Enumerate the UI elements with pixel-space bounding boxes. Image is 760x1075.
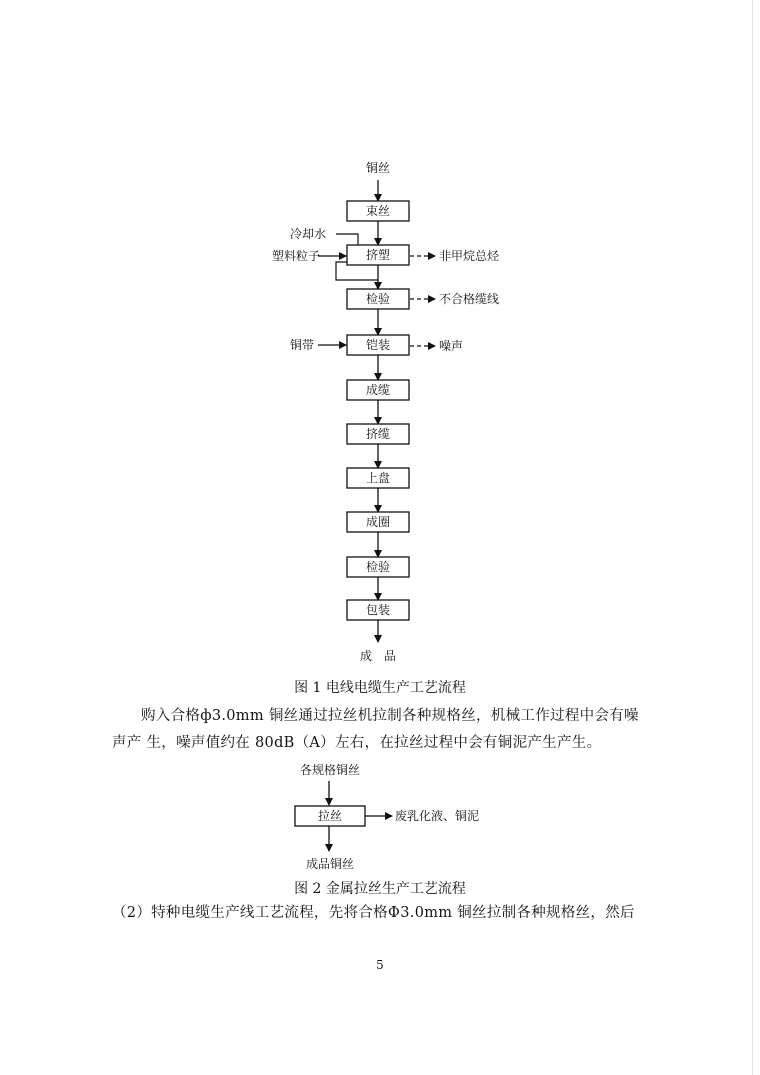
fig1-step-10: 包装 [365, 603, 391, 617]
paragraph1 [112, 703, 652, 757]
fig1-output-label: 成 品 [359, 649, 397, 663]
fig2-input-label: 各规格铜丝 [299, 763, 361, 777]
figure2-caption: 图 2 金属拉丝生产工艺流程 [294, 881, 466, 897]
fig1-emission-arrows [410, 256, 435, 346]
figure1-caption: 图 1 电线电缆生产工艺流程 [294, 680, 466, 696]
fig1-emission-vocs: 非甲烷总烃 [439, 249, 500, 263]
fig1-step-9: 检验 [365, 560, 391, 574]
paragraph2-line1: （2）特种电缆生产线工艺流程，先将合格Ф3.0mm 铜丝拉制各种规格丝，然后 [112, 905, 635, 921]
fig1-step-8: 成圈 [365, 515, 391, 529]
fig1-cooling-water-label: 冷却水 [290, 227, 327, 241]
figure2-flowchart [295, 762, 479, 871]
fig1-step-4: 铠装 [365, 338, 391, 352]
fig1-copper-tape-label: 铜带 [290, 338, 315, 352]
fig1-step-3: 检验 [365, 292, 391, 306]
fig1-step-1: 束丝 [365, 204, 391, 218]
paragraph1-line2: 声产 生，噪声值约在 80dB（A）左右，在拉丝过程中会有铜泥产生产生。 [112, 735, 602, 751]
fig2-output-label: 成品铜丝 [305, 857, 355, 871]
fig2-emission-label: 废乳化液、铜泥 [395, 809, 480, 823]
fig1-step-2: 挤塑 [365, 248, 391, 262]
fig1-input-label: 铜丝 [365, 161, 391, 175]
fig1-plastic-label: 塑料粒子 [272, 249, 321, 263]
fig1-step-7: 上盘 [365, 471, 391, 485]
fig2-step-label: 拉丝 [317, 809, 343, 823]
paragraph1-line1: 购入合格ф3.0mm 铜丝通过拉丝机拉制各种规格丝，机械工作过程中会有噪 [141, 708, 639, 724]
figure1-flowchart [272, 160, 500, 663]
page-number: 5 [376, 958, 384, 972]
fig1-step-5: 成缆 [365, 383, 391, 397]
fig1-emission-noise: 噪声 [439, 339, 464, 353]
fig1-step-6: 挤缆 [365, 427, 391, 441]
paragraph2 [112, 900, 652, 927]
fig1-emission-defective: 不合格缆线 [439, 292, 500, 306]
